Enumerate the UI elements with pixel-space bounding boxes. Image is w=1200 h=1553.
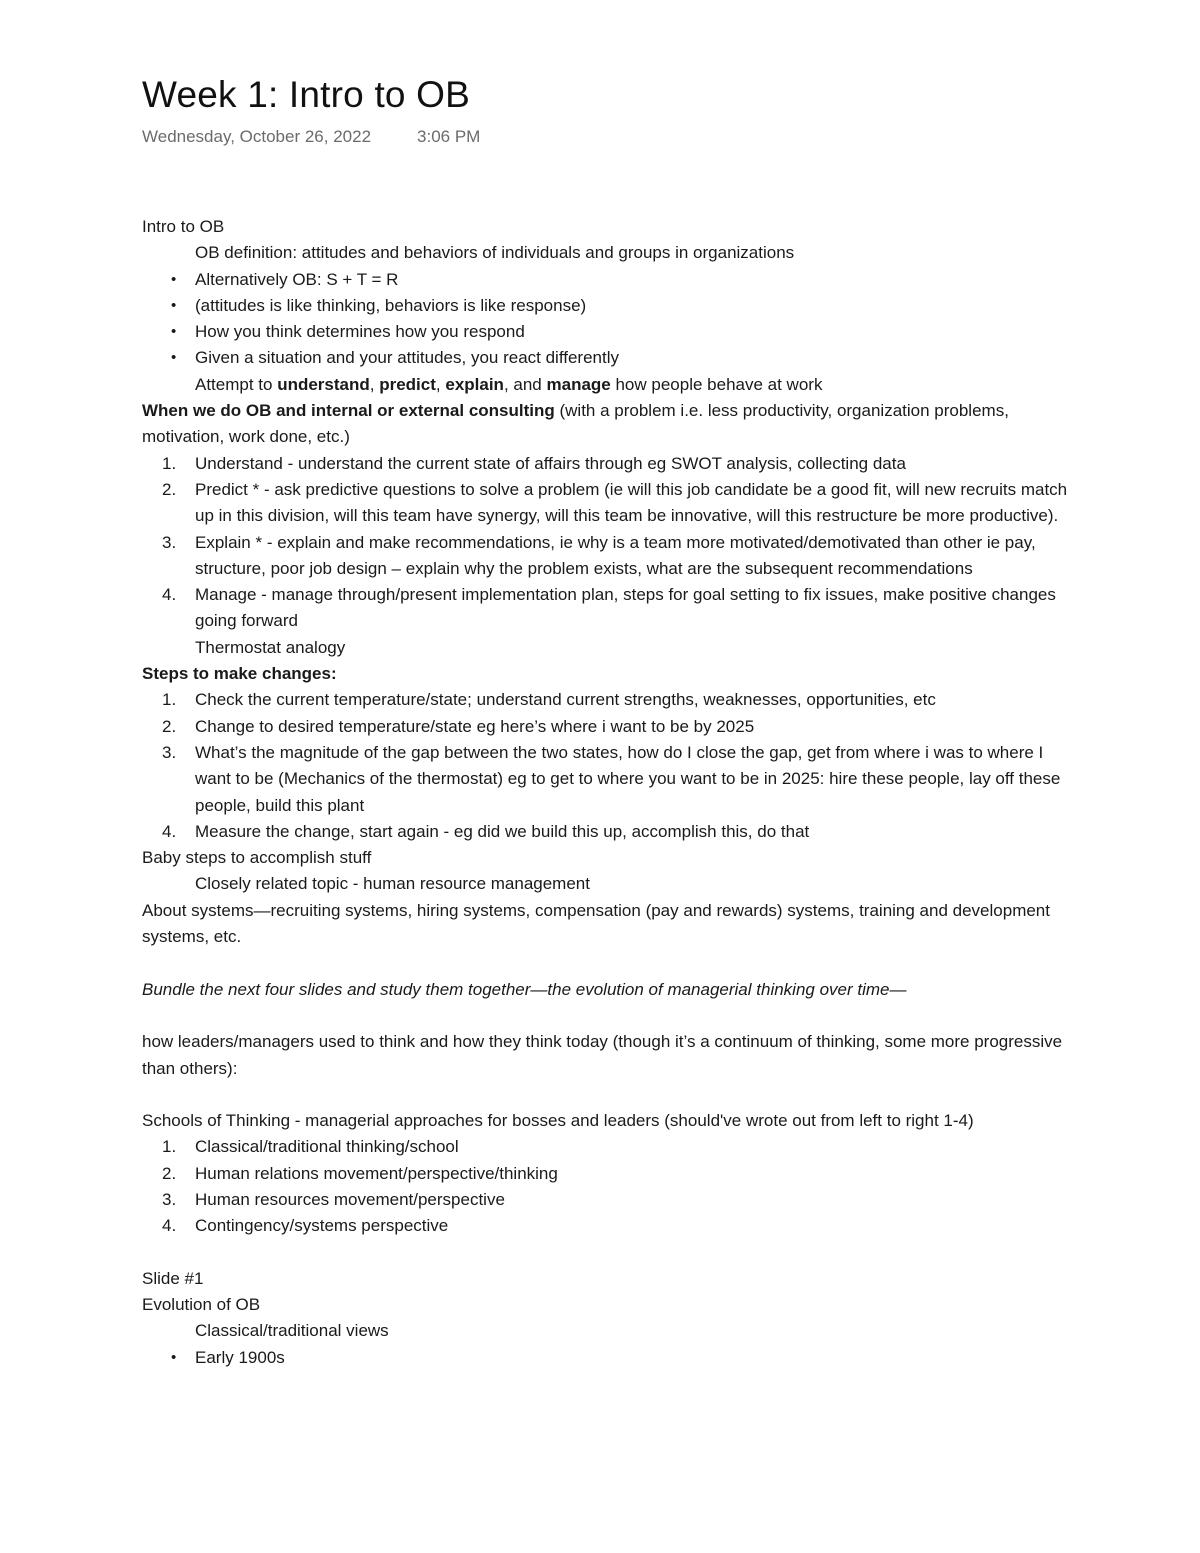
ob-definition: OB definition: attitudes and behaviors of individuals and groups in organizations: [195, 243, 795, 263]
page-time: 3:06 PM: [417, 127, 481, 146]
schools-list: [142, 1134, 1082, 1239]
spacer: [142, 1003, 1082, 1029]
list-item: • Alternatively OB: S + T = R: [142, 267, 1082, 293]
list-item: 2. Change to desired temperature/state eg here’s where i want to be by 2025: [162, 716, 755, 736]
note-body[interactable]: [142, 214, 1082, 1371]
page-timestamp: [142, 127, 480, 147]
list-item: • Early 1900s: [142, 1345, 1082, 1371]
change-steps-list: [142, 687, 1082, 845]
baby-steps-line: Baby steps to accomplish stuff: [142, 848, 372, 868]
ob-bullet-list: [142, 267, 1082, 372]
spacer: [142, 1082, 1082, 1108]
list-item: 2. Human relations movement/perspective/thinking: [162, 1163, 558, 1183]
evolution-heading: Evolution of OB: [142, 1295, 261, 1315]
list-item: 3. Explain * - explain and make recommendations, ie why is a team more motivated/demotivated than other ie pay, structure, poor job design – explain why the problem exists, what are the subsequent recommendations: [162, 532, 1036, 578]
consulting-paragraph: When we do OB and internal or external consulting (with a problem i.e. less productivity, organization problems, motivation, work done, etc.): [142, 401, 1009, 447]
bullet-icon: •: [171, 296, 177, 314]
classical-bullet-list: [142, 1345, 1082, 1371]
consulting-steps-list: [142, 451, 1082, 635]
leaders-note: how leaders/managers used to think and how they think today (though it’s a continuum of thinking, some more progressive than others):: [142, 1032, 1063, 1078]
list-item: • (attitudes is like thinking, behaviors is like response): [142, 293, 1082, 319]
spacer: [142, 950, 1082, 976]
list-item: 1. Check the current temperature/state; understand current strengths, weaknesses, opportunities, etc: [162, 690, 936, 710]
list-item: 4. Contingency/systems perspective: [162, 1216, 449, 1236]
list-item: • Given a situation and your attitudes, you react differently: [142, 345, 1082, 371]
steps-heading: Steps to make changes:: [142, 664, 337, 684]
page-date: Wednesday, October 26, 2022: [142, 127, 372, 146]
list-item: 3. Human resources movement/perspective: [162, 1189, 505, 1209]
bullet-icon: •: [171, 270, 177, 288]
page-title: Week 1: Intro to OB: [142, 74, 471, 115]
bundle-note: Bundle the next four slides and study them together—the evolution of managerial thinking over time—: [142, 979, 907, 999]
bullet-icon: •: [171, 1348, 177, 1366]
list-item: 2. Predict * - ask predictive questions to solve a problem (ie will this job candidate be a good fit, will new recruits match up in this division, will this team have synergy, will this team be innovative, will this restructure be more productive).: [162, 479, 1068, 526]
attempt-line: Attempt to understand, predict, explain, and manage how people behave at work: [195, 374, 823, 394]
related-topic-line: Closely related topic - human resource management: [195, 874, 590, 894]
bullet-icon: •: [171, 323, 177, 341]
thermostat-line: Thermostat analogy: [195, 637, 346, 657]
list-item: • How you think determines how you respond: [142, 319, 1082, 345]
classical-views-line: Classical/traditional views: [195, 1321, 389, 1341]
list-item: 1. Understand - understand the current state of affairs through eg SWOT analysis, collecting data: [162, 453, 906, 473]
list-item: 1. Classical/traditional thinking/school: [162, 1137, 459, 1157]
spacer: [142, 1240, 1082, 1266]
list-item: 3. What’s the magnitude of the gap between the two states, how do I close the gap, get from where i was to where I want to be (Mechanics of the thermostat) eg to get to where you want to be in 2025: hire these people, lay off these people, build this plant: [162, 742, 1061, 815]
list-item: 4. Manage - manage through/present implementation plan, steps for goal setting to fix issues, make positive changes going forward: [162, 585, 1056, 631]
intro-heading: Intro to OB: [142, 217, 225, 236]
bullet-icon: •: [171, 349, 177, 367]
list-item: 4. Measure the change, start again - eg did we build this up, accomplish this, do that: [162, 821, 810, 841]
about-systems-paragraph: About systems—recruiting systems, hiring systems, compensation (pay and rewards) systems, training and development systems, etc.: [142, 900, 1050, 947]
schools-intro: Schools of Thinking - managerial approaches for bosses and leaders (should've wrote out from left to right 1-4): [142, 1111, 974, 1131]
slide-label: Slide #1: [142, 1268, 204, 1288]
